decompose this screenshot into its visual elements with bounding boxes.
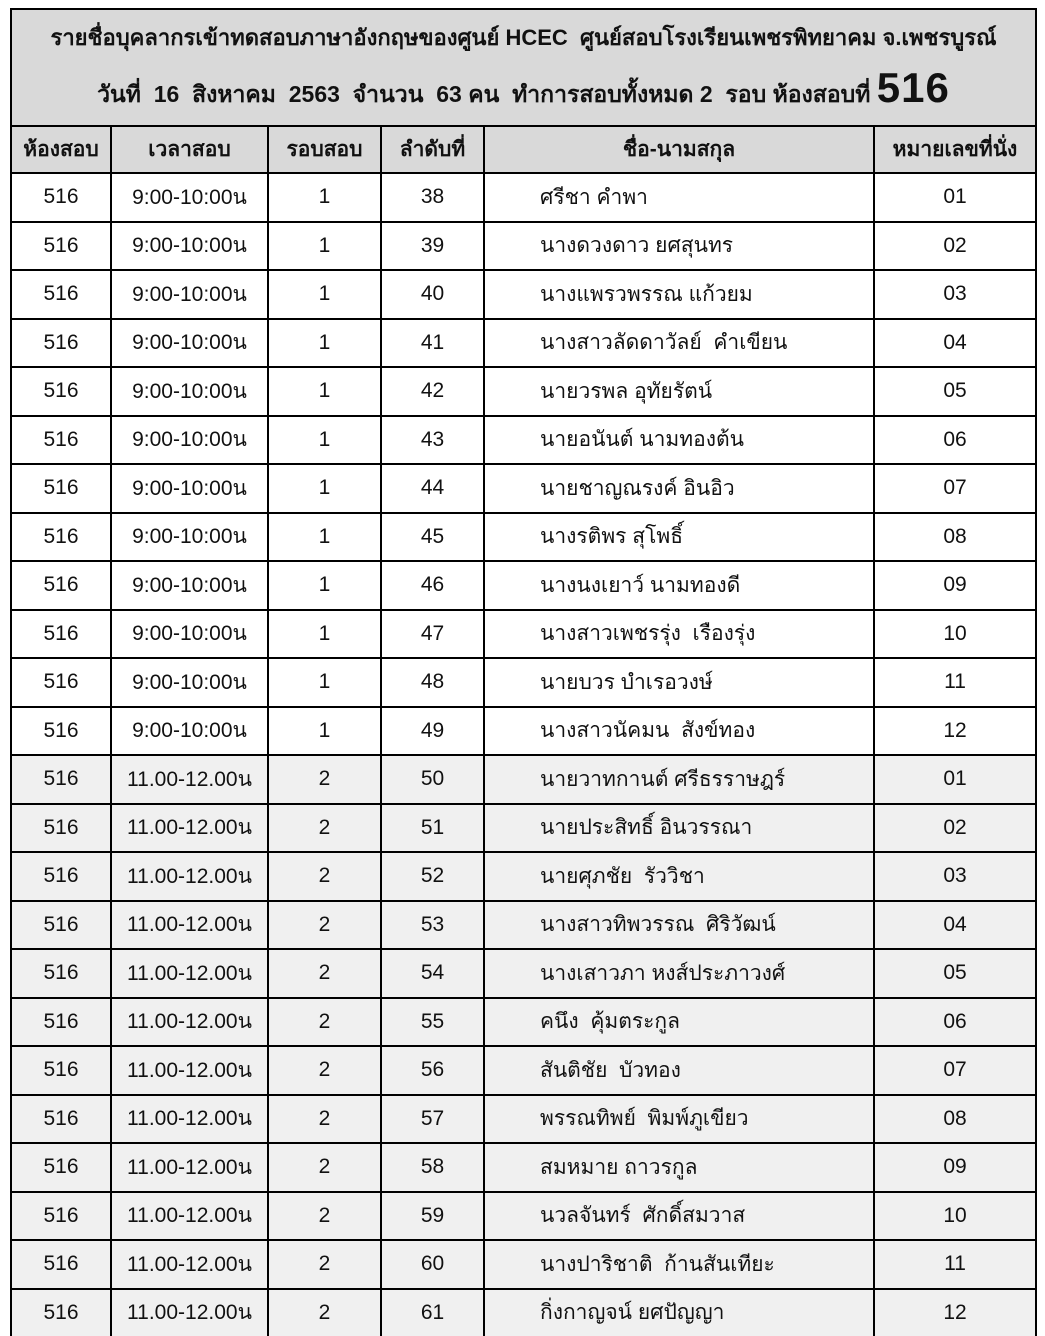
cell-seat-number: 01 (874, 755, 1036, 804)
exam-date-info (97, 63, 950, 111)
cell-full-name: นางเสาวภา หงส์ประภาวงศ์ (484, 949, 874, 998)
cell-seat-number: 10 (874, 1192, 1036, 1241)
cell-exam-room: 516 (11, 319, 111, 368)
title-row (11, 9, 1036, 126)
cell-exam-round: 2 (268, 804, 381, 853)
cell-seat-number: 05 (874, 949, 1036, 998)
cell-full-name: นางปาริชาติ ก้านสันเทียะ (484, 1240, 874, 1289)
cell-full-name: สมหมาย ถาวรกูล (484, 1143, 874, 1192)
cell-exam-round: 1 (268, 367, 381, 416)
cell-seat-number: 08 (874, 1095, 1036, 1144)
cell-exam-room: 516 (11, 1192, 111, 1241)
cell-sequence-number: 48 (381, 658, 484, 707)
table-row (11, 707, 1036, 756)
cell-full-name: นายชาญณรงค์ อินอิว (484, 464, 874, 513)
cell-exam-round: 2 (268, 901, 381, 950)
document-title: รายชื่อบุคลากรเข้าทดสอบภาษาอังกฤษของศูนย์ HCEC ศูนย์สอบโรงเรียนเพชรพิทยาคม จ.เพชรบูรณ์ (50, 25, 997, 51)
cell-sequence-number: 38 (381, 173, 484, 222)
cell-sequence-number: 54 (381, 949, 484, 998)
cell-seat-number: 06 (874, 416, 1036, 465)
cell-exam-time: 9:00-10:00น (111, 416, 268, 465)
column-header-exam-room: ห้องสอบ (11, 126, 111, 173)
cell-exam-room: 516 (11, 173, 111, 222)
cell-sequence-number: 56 (381, 1046, 484, 1095)
cell-sequence-number: 52 (381, 852, 484, 901)
cell-exam-time: 11.00-12.00น (111, 1046, 268, 1095)
cell-exam-room: 516 (11, 901, 111, 950)
roster-body (11, 173, 1036, 1336)
cell-exam-time: 9:00-10:00น (111, 270, 268, 319)
cell-exam-round: 2 (268, 1289, 381, 1336)
cell-exam-room: 516 (11, 1095, 111, 1144)
table-row (11, 367, 1036, 416)
cell-exam-round: 2 (268, 1143, 381, 1192)
cell-exam-room: 516 (11, 610, 111, 659)
cell-exam-time: 9:00-10:00น (111, 707, 268, 756)
cell-sequence-number: 61 (381, 1289, 484, 1336)
cell-exam-time: 9:00-10:00น (111, 464, 268, 513)
room-number-large: 516 (876, 63, 950, 111)
cell-exam-room: 516 (11, 755, 111, 804)
cell-exam-round: 1 (268, 707, 381, 756)
cell-exam-time: 9:00-10:00น (111, 367, 268, 416)
cell-exam-round: 2 (268, 998, 381, 1047)
cell-exam-time: 11.00-12.00น (111, 755, 268, 804)
cell-sequence-number: 44 (381, 464, 484, 513)
cell-seat-number: 02 (874, 222, 1036, 271)
cell-exam-round: 2 (268, 755, 381, 804)
cell-exam-round: 1 (268, 658, 381, 707)
table-row (11, 1240, 1036, 1289)
cell-full-name: นายบวร บำเรอวงษ์ (484, 658, 874, 707)
cell-sequence-number: 51 (381, 804, 484, 853)
cell-full-name: นางสาวลัดดาวัลย์ คำเขียน (484, 319, 874, 368)
title-block (11, 9, 1036, 126)
cell-exam-round: 1 (268, 416, 381, 465)
cell-exam-round: 2 (268, 1046, 381, 1095)
table-row (11, 1192, 1036, 1241)
table-row (11, 416, 1036, 465)
table-row (11, 804, 1036, 853)
cell-exam-time: 9:00-10:00น (111, 513, 268, 562)
cell-sequence-number: 58 (381, 1143, 484, 1192)
cell-seat-number: 10 (874, 610, 1036, 659)
cell-seat-number: 11 (874, 1240, 1036, 1289)
cell-exam-round: 1 (268, 173, 381, 222)
cell-full-name: นางนงเยาว์ นามทองดี (484, 561, 874, 610)
cell-sequence-number: 57 (381, 1095, 484, 1144)
cell-exam-room: 516 (11, 998, 111, 1047)
table-row (11, 901, 1036, 950)
cell-sequence-number: 50 (381, 755, 484, 804)
cell-sequence-number: 55 (381, 998, 484, 1047)
cell-exam-room: 516 (11, 1046, 111, 1095)
cell-sequence-number: 49 (381, 707, 484, 756)
table-row (11, 1095, 1036, 1144)
cell-exam-round: 1 (268, 464, 381, 513)
table-row (11, 1143, 1036, 1192)
cell-full-name: ศรีชา คำพา (484, 173, 874, 222)
cell-exam-room: 516 (11, 561, 111, 610)
cell-exam-room: 516 (11, 658, 111, 707)
cell-exam-room: 516 (11, 1289, 111, 1336)
table-row (11, 610, 1036, 659)
cell-exam-time: 9:00-10:00น (111, 658, 268, 707)
cell-exam-round: 2 (268, 949, 381, 998)
cell-exam-time: 11.00-12.00น (111, 1240, 268, 1289)
cell-exam-time: 11.00-12.00น (111, 949, 268, 998)
cell-exam-time: 11.00-12.00น (111, 1095, 268, 1144)
cell-sequence-number: 43 (381, 416, 484, 465)
cell-exam-round: 1 (268, 222, 381, 271)
cell-exam-round: 2 (268, 852, 381, 901)
cell-exam-time: 11.00-12.00น (111, 852, 268, 901)
table-row (11, 658, 1036, 707)
cell-sequence-number: 53 (381, 901, 484, 950)
cell-full-name: นายวาทกานต์ ศรีธรราษฎร์ (484, 755, 874, 804)
cell-sequence-number: 39 (381, 222, 484, 271)
cell-full-name: คนึง คุ้มตระกูล (484, 998, 874, 1047)
cell-exam-time: 9:00-10:00น (111, 610, 268, 659)
cell-full-name: พรรณทิพย์ พิมพ์ภูเขียว (484, 1095, 874, 1144)
column-header-row (11, 126, 1036, 173)
cell-seat-number: 09 (874, 561, 1036, 610)
cell-seat-number: 03 (874, 852, 1036, 901)
cell-exam-round: 2 (268, 1095, 381, 1144)
cell-seat-number: 12 (874, 1289, 1036, 1336)
cell-exam-room: 516 (11, 804, 111, 853)
column-header-seat-number: หมายเลขที่นั่ง (874, 126, 1036, 173)
cell-seat-number: 12 (874, 707, 1036, 756)
table-row (11, 998, 1036, 1047)
cell-full-name: นายประสิทธิ์ อินวรรณา (484, 804, 874, 853)
cell-exam-round: 1 (268, 561, 381, 610)
cell-exam-room: 516 (11, 1143, 111, 1192)
cell-seat-number: 05 (874, 367, 1036, 416)
cell-exam-time: 11.00-12.00น (111, 804, 268, 853)
cell-full-name: นายศุภชัย รัววิชา (484, 852, 874, 901)
cell-exam-room: 516 (11, 270, 111, 319)
cell-full-name: นางสาวนัคมน สังข์ทอง (484, 707, 874, 756)
cell-exam-room: 516 (11, 367, 111, 416)
cell-seat-number: 04 (874, 901, 1036, 950)
cell-exam-room: 516 (11, 852, 111, 901)
cell-exam-room: 516 (11, 222, 111, 271)
column-header-exam-round: รอบสอบ (268, 126, 381, 173)
cell-full-name: นางสาวทิพวรรณ ศิริวัฒน์ (484, 901, 874, 950)
cell-exam-time: 9:00-10:00น (111, 561, 268, 610)
cell-exam-room: 516 (11, 513, 111, 562)
cell-full-name: นางแพรวพรรณ แก้วยม (484, 270, 874, 319)
cell-sequence-number: 47 (381, 610, 484, 659)
cell-full-name: นายวรพล อุทัยรัตน์ (484, 367, 874, 416)
cell-exam-time: 11.00-12.00น (111, 901, 268, 950)
exam-date-info-text: วันที่ 16 สิงหาคม 2563 จำนวน 63 คน ทำการสอบทั้งหมด 2 รอบ ห้องสอบที่ (97, 80, 877, 107)
cell-sequence-number: 59 (381, 1192, 484, 1241)
cell-sequence-number: 42 (381, 367, 484, 416)
cell-seat-number: 02 (874, 804, 1036, 853)
cell-exam-room: 516 (11, 707, 111, 756)
table-row (11, 173, 1036, 222)
cell-exam-round: 1 (268, 513, 381, 562)
cell-exam-round: 2 (268, 1240, 381, 1289)
table-row (11, 222, 1036, 271)
cell-seat-number: 11 (874, 658, 1036, 707)
cell-exam-round: 1 (268, 610, 381, 659)
cell-seat-number: 09 (874, 1143, 1036, 1192)
cell-exam-time: 9:00-10:00น (111, 222, 268, 271)
cell-exam-time: 11.00-12.00น (111, 998, 268, 1047)
table-row (11, 1289, 1036, 1336)
table-row (11, 755, 1036, 804)
table-row (11, 464, 1036, 513)
column-header-exam-time: เวลาสอบ (111, 126, 268, 173)
cell-full-name: กิ่งกาญจน์ ยศปัญญา (484, 1289, 874, 1336)
column-header-full-name: ชื่อ-นามสกุล (484, 126, 874, 173)
cell-exam-time: 9:00-10:00น (111, 319, 268, 368)
cell-exam-round: 2 (268, 1192, 381, 1241)
column-header-sequence-number: ลำดับที่ (381, 126, 484, 173)
cell-sequence-number: 46 (381, 561, 484, 610)
cell-seat-number: 06 (874, 998, 1036, 1047)
cell-seat-number: 04 (874, 319, 1036, 368)
table-row (11, 852, 1036, 901)
cell-exam-room: 516 (11, 416, 111, 465)
table-row (11, 949, 1036, 998)
cell-full-name: นายอนันต์ นามทองต้น (484, 416, 874, 465)
cell-exam-round: 1 (268, 270, 381, 319)
cell-sequence-number: 45 (381, 513, 484, 562)
table-row (11, 513, 1036, 562)
roster-table (10, 8, 1037, 1336)
cell-exam-round: 1 (268, 319, 381, 368)
cell-exam-time: 11.00-12.00น (111, 1143, 268, 1192)
table-row (11, 270, 1036, 319)
cell-full-name: นวลจันทร์ ศักดิ์สมวาส (484, 1192, 874, 1241)
cell-exam-room: 516 (11, 949, 111, 998)
cell-full-name: นางรติพร สุโพธิ์ (484, 513, 874, 562)
cell-exam-room: 516 (11, 464, 111, 513)
cell-full-name: นางดวงดาว ยศสุนทร (484, 222, 874, 271)
cell-seat-number: 08 (874, 513, 1036, 562)
cell-exam-time: 11.00-12.00น (111, 1289, 268, 1336)
table-row (11, 1046, 1036, 1095)
cell-seat-number: 07 (874, 1046, 1036, 1095)
cell-sequence-number: 41 (381, 319, 484, 368)
cell-full-name: นางสาวเพชรรุ่ง เรืองรุ่ง (484, 610, 874, 659)
cell-exam-time: 11.00-12.00น (111, 1192, 268, 1241)
cell-seat-number: 01 (874, 173, 1036, 222)
cell-seat-number: 07 (874, 464, 1036, 513)
cell-full-name: สันติชัย บัวทอง (484, 1046, 874, 1095)
cell-exam-room: 516 (11, 1240, 111, 1289)
cell-seat-number: 03 (874, 270, 1036, 319)
table-row (11, 561, 1036, 610)
table-row (11, 319, 1036, 368)
cell-sequence-number: 40 (381, 270, 484, 319)
cell-exam-time: 9:00-10:00น (111, 173, 268, 222)
cell-sequence-number: 60 (381, 1240, 484, 1289)
